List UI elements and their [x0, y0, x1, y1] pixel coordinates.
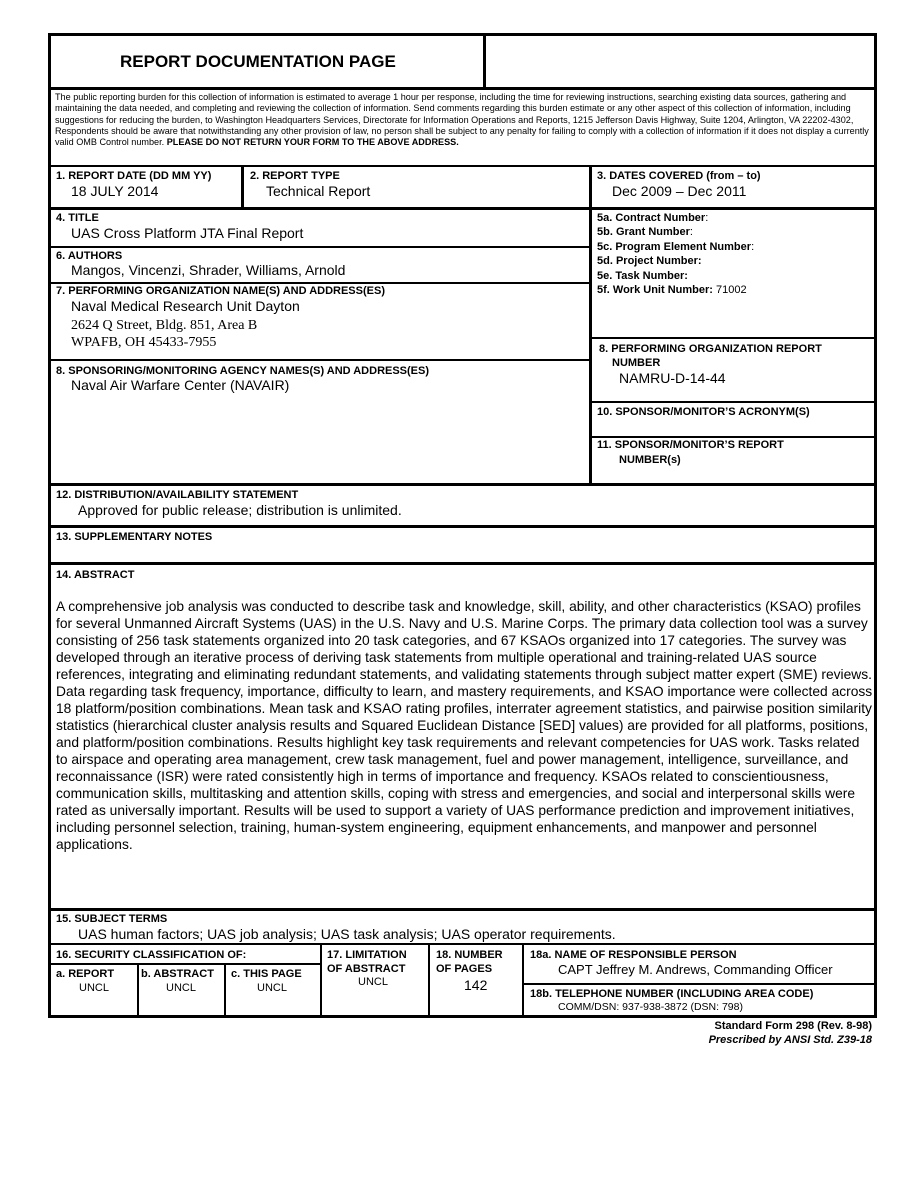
- responsible-person-value: CAPT Jeffrey M. Andrews, Commanding Officer: [558, 962, 833, 977]
- performing-org-address1: 2624 Q Street, Bldg. 851, Area B: [71, 318, 258, 333]
- telephone-value: COMM/DSN: 937-938-3872 (DSN: 798): [558, 1001, 743, 1013]
- limitation-label-2: OF ABSTRACT: [327, 963, 406, 975]
- supplementary-label: 13. SUPPLEMENTARY NOTES: [56, 531, 213, 543]
- security-this-page-label: c. THIS PAGE: [231, 968, 302, 980]
- subject-terms-value: UAS human factors; UAS job analysis; UAS task analysis; UAS operator requirements.: [78, 926, 616, 942]
- telephone-label: 18b. TELEPHONE NUMBER (INCLUDING AREA CODE): [530, 988, 814, 1000]
- program-element-label: 5c. Program Element Number:: [597, 241, 755, 253]
- sponsoring-label: 8. SPONSORING/MONITORING AGENCY NAMES(S) AND ADDRESS(ES): [56, 365, 430, 377]
- security-classification-label: 16. SECURITY CLASSIFICATION OF:: [56, 949, 247, 961]
- burden-statement: [55, 92, 871, 148]
- acronym-label: 10. SPONSOR/MONITOR’S ACRONYM(S): [597, 406, 810, 418]
- performing-report-label-2: NUMBER: [612, 357, 661, 369]
- form-number: Standard Form 298 (Rev. 8-98): [714, 1020, 872, 1032]
- performing-report-value: NAMRU-D-14-44: [619, 370, 726, 386]
- performing-org-address2: WPAFB, OH 45433-7955: [71, 335, 217, 350]
- authors-value: Mangos, Vincenzi, Shrader, Williams, Arnold: [71, 262, 346, 278]
- pages-label-1: 18. NUMBER: [436, 949, 503, 961]
- page-title: REPORT DOCUMENTATION PAGE: [120, 52, 396, 71]
- title-value: UAS Cross Platform JTA Final Report: [71, 225, 304, 241]
- report-type-label: 2. REPORT TYPE: [250, 170, 340, 182]
- performing-report-label-1: 8. PERFORMING ORGANIZATION REPORT: [599, 343, 822, 355]
- work-unit-label: 5f. Work Unit Number: 71002: [597, 284, 747, 296]
- security-report-value: UNCL: [79, 982, 109, 994]
- distribution-value: Approved for public release; distribution is unlimited.: [78, 502, 402, 518]
- performing-org-name: Naval Medical Research Unit Dayton: [71, 298, 300, 314]
- sponsoring-value: Naval Air Warfare Center (NAVAIR): [71, 377, 290, 393]
- monitor-report-label-2: NUMBER(s): [619, 454, 681, 466]
- dates-covered-value: Dec 2009 – Dec 2011: [612, 183, 747, 199]
- burden-warning: PLEASE DO NOT RETURN YOUR FORM TO THE ABOVE ADDRESS.: [166, 137, 459, 148]
- limitation-value: UNCL: [358, 976, 388, 988]
- monitor-report-label-1: 11. SPONSOR/MONITOR’S REPORT: [597, 439, 784, 451]
- security-this-page-value: UNCL: [257, 982, 287, 994]
- limitation-label-1: 17. LIMITATION: [327, 949, 407, 961]
- report-date-label: 1. REPORT DATE (DD MM YY): [56, 170, 212, 182]
- security-abstract-label: b. ABSTRACT: [141, 968, 214, 980]
- prescribed-by: Prescribed by ANSI Std. Z39-18: [708, 1034, 872, 1046]
- authors-label: 6. AUTHORS: [56, 250, 123, 262]
- pages-label-2: OF PAGES: [436, 963, 493, 975]
- subject-terms-label: 15. SUBJECT TERMS: [56, 913, 168, 925]
- abstract-label: 14. ABSTRACT: [56, 569, 135, 581]
- abstract-text: A comprehensive job analysis was conducted to describe task and knowledge, skill, ability, and other characteristics (KSAO) profiles for several Unmanned Aircraft Systems (UAS) in the U.S. Navy and U.S. Marine Corps. The primary data collection tool was a survey consisting of 256 task statements organized into 20 task categories, and 67 KSAOs organized into 17 categories. The survey was developed through an iterative process of deriving task statements from multiple operational and training-related UAS source references, integrating and eliminating redundant statements, and validating statements through subject matter expert (SME) reviews. Data regarding task frequency, importance, difficulty to learn, and mastery requirements, and KSAO importance were collected across 18 platform/position combinations. Mean task and KSAO rating profiles, interrater agreement statistics, and pairwise position similarity statistics (hierarchical cluster analysis results and Squared Euclidean Distance [SED] values) are provided for all platforms, positions, and platform/position combinations. Results highlight key task requirements and relevant competencies for UAS work. Tasks related to airspace and operating area management, crew task management, fuel and power management, intelligence, surveillance, and reconnaissance (ISR) were rated consistently high in terms of importance and frequency. KSAOs related to conscientiousness, communication skills, multitasking and attention skills, coping with stress and emergencies, and social and interpersonal skills were rated as universally important. Results will be used to support a variety of UAS performance prediction and improvement initiatives, including personnel selection, training, human-system engineering, equipment enhancements, and manpower and personnel applications.: [56, 599, 873, 852]
- security-report-label: a. REPORT: [56, 968, 115, 980]
- pages-value: 142: [464, 977, 488, 993]
- project-number-label: 5d. Project Number:: [597, 255, 702, 267]
- report-date-value: 18 JULY 2014: [71, 183, 159, 199]
- grant-number-label: 5b. Grant Number:: [597, 226, 693, 238]
- contract-number-label: 5a. Contract Number:: [597, 212, 709, 224]
- title-label: 4. TITLE: [56, 212, 99, 224]
- report-type-value: Technical Report: [266, 183, 371, 199]
- work-unit-value: 71002: [715, 284, 747, 296]
- security-abstract-value: UNCL: [166, 982, 196, 994]
- responsible-person-label: 18a. NAME OF RESPONSIBLE PERSON: [530, 949, 737, 961]
- burden-text: The public reporting burden for this collection of information is estimated to average 1 hour per response, including the time for reviewing instructions, searching existing data sources, gathering and maintaining the data needed, and completing and reviewing the collection of information. Send comments regarding this burden estimate or any other aspect of this collection of information, including suggestions for reducing the burden, to Washington Headquarters Services, Directorate for Information Operations and Reports, 1215 Jefferson Davis Highway, Suite 1204, Arlington, VA 22202-4302, Respondents should be aware that notwithstanding any other provision of law, no person shall be subject to any penalty for failing to comply with a collection of information if it does not display a currently valid OMB Control number.: [55, 92, 869, 148]
- dates-covered-label: 3. DATES COVERED (from – to): [597, 170, 761, 182]
- task-number-label: 5e. Task Number:: [597, 270, 688, 282]
- distribution-label: 12. DISTRIBUTION/AVAILABILITY STATEMENT: [56, 489, 299, 501]
- performing-org-label: 7. PERFORMING ORGANIZATION NAME(S) AND ADDRESS(ES): [56, 285, 385, 297]
